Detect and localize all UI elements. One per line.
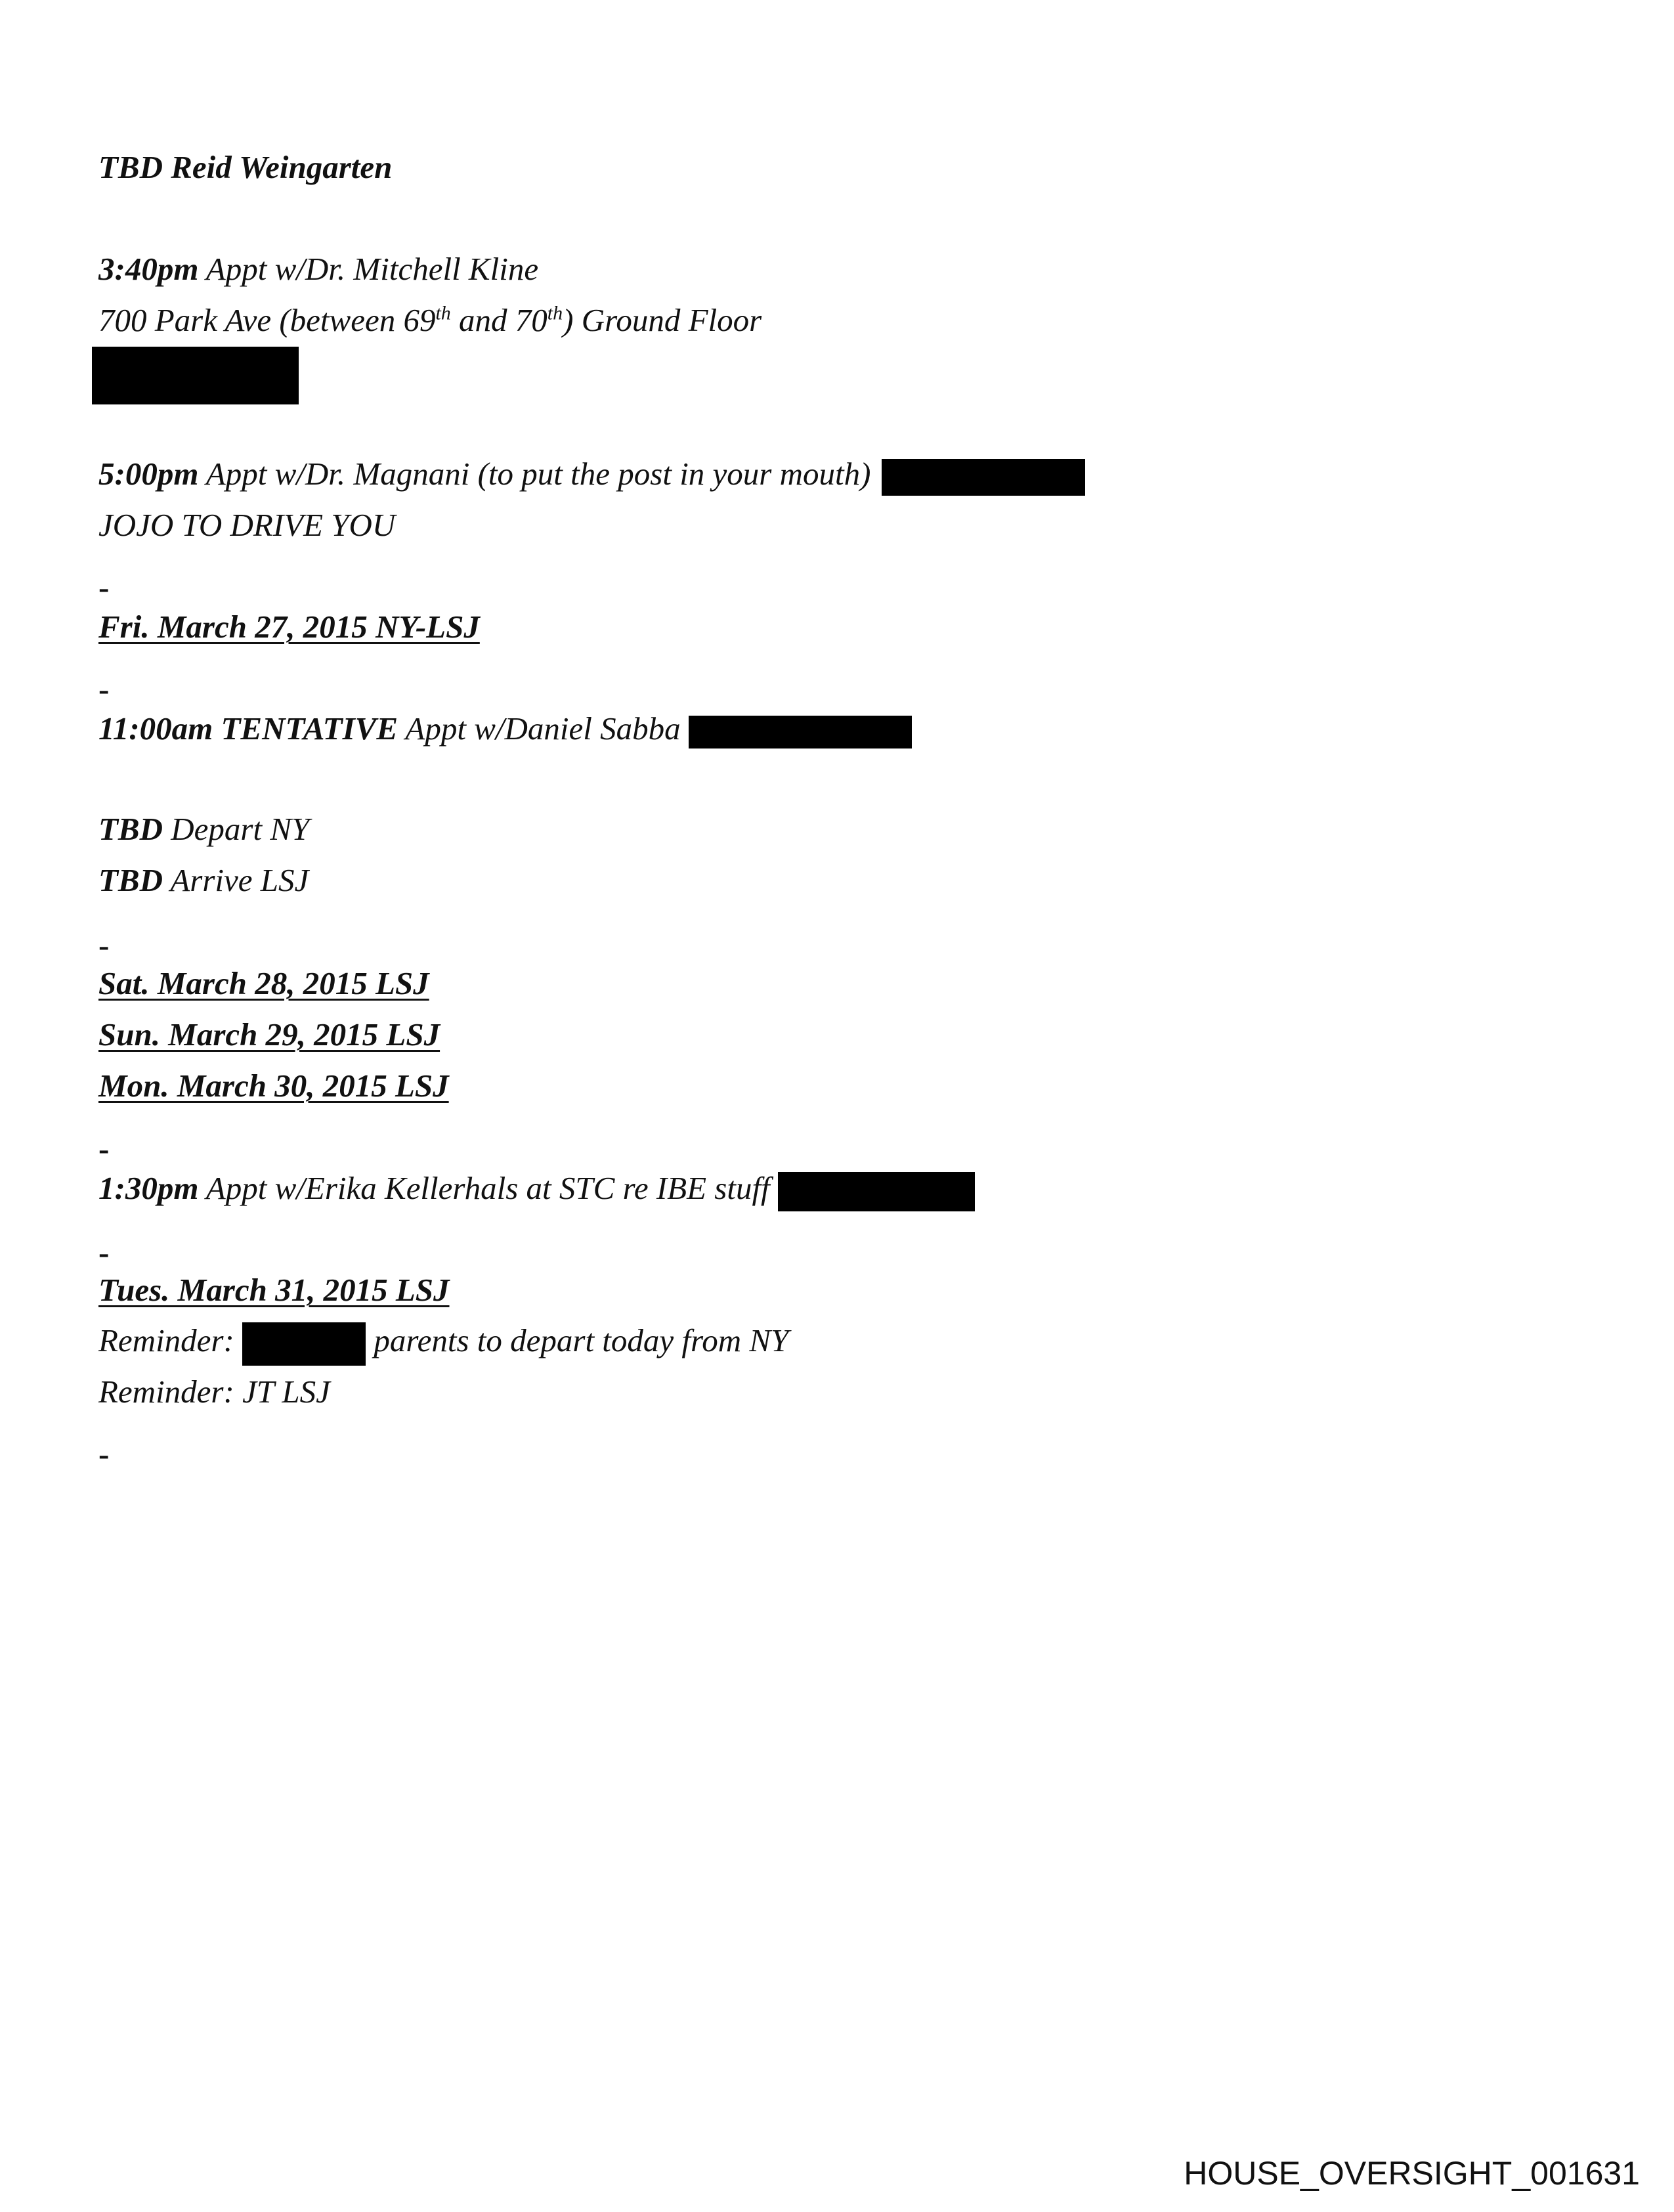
reminder-parents-text: parents to depart today from NY <box>366 1322 789 1358</box>
redaction-block <box>242 1322 366 1366</box>
appt-kellerhals-time: 1:30pm <box>98 1170 199 1206</box>
reminder-jt-text: Reminder: JT LSJ <box>98 1374 330 1410</box>
day-heading-sat <box>98 964 429 1003</box>
depart-label: TBD <box>98 811 163 847</box>
appt-magnani-time: 5:00pm <box>98 456 199 492</box>
redaction-block <box>689 716 912 748</box>
reminder-jt-line <box>98 1372 330 1412</box>
separator-dash: - <box>98 1234 110 1270</box>
address-part-a: 700 Park Ave (between 69 <box>98 302 436 338</box>
day-heading-tue <box>98 1270 450 1310</box>
appt-sabba-text: Appt w/Daniel Sabba <box>398 710 689 747</box>
address-sup-2: th <box>547 302 563 324</box>
separator-dash: - <box>98 671 110 707</box>
address-sup-1: th <box>435 302 451 324</box>
redaction-block <box>92 347 299 404</box>
tbd-reid-weingarten <box>98 148 392 187</box>
arrive-lsj-line <box>98 861 309 900</box>
jojo-drive-note <box>98 506 395 545</box>
redaction-block <box>882 459 1085 496</box>
appt-sabba-line <box>98 709 912 748</box>
reminder-parents-line <box>98 1321 788 1366</box>
day-heading-sun-text: Sun. March 29, 2015 LSJ <box>98 1016 440 1052</box>
appt-kline-line <box>98 249 538 289</box>
day-heading-mon <box>98 1066 449 1106</box>
address-part-c: ) Ground Floor <box>563 302 762 338</box>
depart-ny-line <box>98 810 309 849</box>
tbd-reid-text: TBD Reid Weingarten <box>98 149 393 185</box>
redaction-block <box>778 1172 975 1211</box>
arrive-label: TBD <box>98 862 163 898</box>
appt-kellerhals-text: Appt w/Erika Kellerhals at STC re IBE stuff <box>198 1170 778 1206</box>
separator-dash: - <box>98 927 110 963</box>
appt-kellerhals-line <box>98 1169 975 1211</box>
jojo-drive-text: JOJO TO DRIVE YOU <box>98 507 396 543</box>
day-heading-mon-text: Mon. March 30, 2015 LSJ <box>98 1068 449 1104</box>
appt-magnani-line <box>98 454 1085 496</box>
depart-text: Depart NY <box>163 811 310 847</box>
separator-dash: - <box>98 1131 110 1167</box>
day-heading-sun <box>98 1015 440 1054</box>
appt-kline-time: 3:40pm <box>98 251 199 287</box>
separator-dash: - <box>98 569 110 605</box>
day-heading-fri <box>98 607 480 647</box>
appt-kline-address <box>98 301 762 340</box>
day-heading-sat-text: Sat. March 28, 2015 LSJ <box>98 965 429 1001</box>
bates-number: HOUSE_OVERSIGHT_001631 <box>1184 2155 1640 2192</box>
appt-kline-text: Appt w/Dr. Mitchell Kline <box>198 251 539 287</box>
day-heading-tue-text: Tues. March 31, 2015 LSJ <box>98 1272 450 1308</box>
address-part-b: and 70 <box>450 302 547 338</box>
reminder-label: Reminder: <box>98 1322 243 1358</box>
appt-sabba-time: 11:00am TENTATIVE <box>98 710 398 747</box>
separator-dash: - <box>98 1436 110 1472</box>
appt-magnani-text: Appt w/Dr. Magnani (to put the post in your mouth) <box>198 456 879 492</box>
day-heading-fri-text: Fri. March 27, 2015 NY-LSJ <box>98 609 480 645</box>
arrive-text: Arrive LSJ <box>163 862 309 898</box>
